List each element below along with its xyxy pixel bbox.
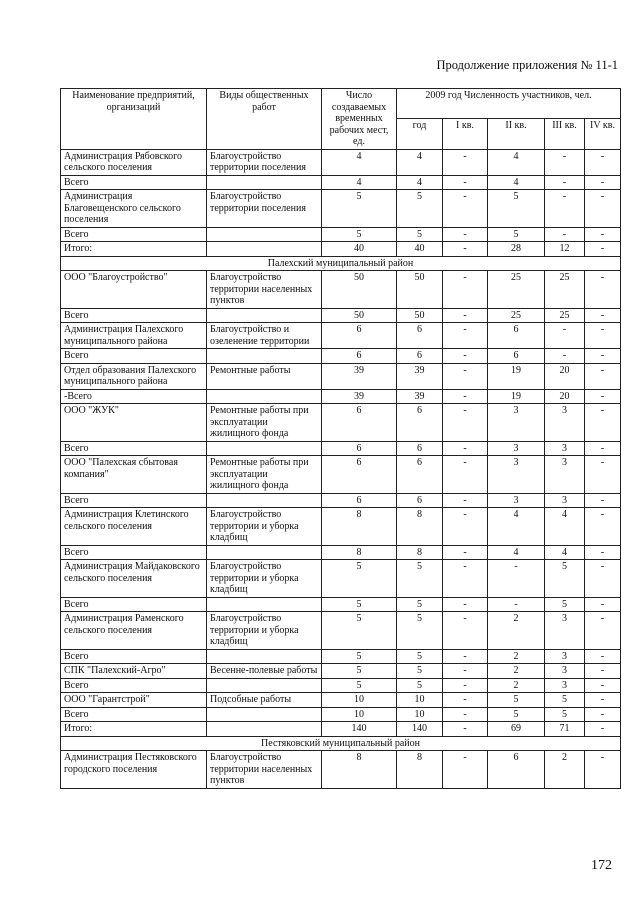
cell-q2: 19 (488, 389, 545, 404)
cell-q3: 5 (545, 560, 585, 598)
cell-jobs: 5 (322, 560, 397, 598)
cell-q1: - (443, 175, 488, 190)
col-header-jobs: Число создаваемых временных рабочих мест, ед. (322, 89, 397, 150)
section-title: Пестяковский муниципальный район (61, 736, 621, 751)
cell-jobs: 6 (322, 441, 397, 456)
col-header-group: 2009 год Численность участников, чел. (397, 89, 621, 119)
cell-org: Итого: (61, 722, 207, 737)
cell-q4: - (585, 693, 621, 708)
cell-year: 4 (397, 175, 443, 190)
table-row (61, 404, 621, 442)
cell-work (207, 707, 322, 722)
cell-q3: - (545, 323, 585, 349)
cell-q4: - (585, 493, 621, 508)
cell-jobs: 5 (322, 190, 397, 228)
cell-q4: - (585, 560, 621, 598)
cell-year: 5 (397, 664, 443, 679)
cell-q2: 5 (488, 693, 545, 708)
cell-year: 5 (397, 560, 443, 598)
table-row (61, 751, 621, 789)
cell-q1: - (443, 597, 488, 612)
cell-jobs: 8 (322, 508, 397, 546)
cell-q3: 5 (545, 597, 585, 612)
cell-q3: - (545, 227, 585, 242)
table-row (61, 227, 621, 242)
cell-q3: 12 (545, 242, 585, 257)
table-row (61, 389, 621, 404)
cell-q4: - (585, 612, 621, 650)
cell-q1: - (443, 349, 488, 364)
cell-q3: - (545, 190, 585, 228)
cell-jobs: 6 (322, 456, 397, 494)
table-row (61, 664, 621, 679)
cell-org: Всего (61, 649, 207, 664)
cell-org: Всего (61, 175, 207, 190)
col-header-q4: IV кв. (585, 119, 621, 149)
cell-year: 6 (397, 441, 443, 456)
cell-work (207, 349, 322, 364)
cell-q3: 3 (545, 493, 585, 508)
cell-q3: - (545, 149, 585, 175)
table-row (61, 493, 621, 508)
cell-q3: 5 (545, 707, 585, 722)
cell-q4: - (585, 597, 621, 612)
cell-q4: - (585, 227, 621, 242)
cell-year: 5 (397, 190, 443, 228)
cell-org: Итого: (61, 242, 207, 257)
cell-q1: - (443, 722, 488, 737)
cell-q3: 2 (545, 751, 585, 789)
cell-year: 10 (397, 693, 443, 708)
cell-q1: - (443, 190, 488, 228)
cell-work (207, 545, 322, 560)
cell-org: ООО "Гарантстрой" (61, 693, 207, 708)
cell-q1: - (443, 227, 488, 242)
cell-q1: - (443, 560, 488, 598)
cell-org: Администрация Клетинского сельского поселения (61, 508, 207, 546)
col-header-q3: III кв. (545, 119, 585, 149)
cell-q4: - (585, 545, 621, 560)
cell-year: 5 (397, 612, 443, 650)
cell-q4: - (585, 404, 621, 442)
table-row (61, 560, 621, 598)
cell-q4: - (585, 175, 621, 190)
cell-org: Всего (61, 545, 207, 560)
cell-q2: 4 (488, 149, 545, 175)
page-number: 172 (591, 858, 612, 873)
cell-org: ООО "Благоустройство" (61, 271, 207, 309)
cell-jobs: 5 (322, 649, 397, 664)
cell-jobs: 50 (322, 271, 397, 309)
cell-work: Весенне-полевые работы (207, 664, 322, 679)
cell-work (207, 389, 322, 404)
cell-jobs: 4 (322, 149, 397, 175)
cell-work: Благоустройство территории поселения (207, 149, 322, 175)
cell-jobs: 4 (322, 175, 397, 190)
cell-q2: 3 (488, 404, 545, 442)
cell-year: 50 (397, 271, 443, 309)
cell-q4: - (585, 664, 621, 679)
cell-q2: 19 (488, 363, 545, 389)
cell-year: 4 (397, 149, 443, 175)
cell-work: Ремонтные работы при эксплуатации жилищного фонда (207, 404, 322, 442)
cell-year: 40 (397, 242, 443, 257)
cell-work (207, 242, 322, 257)
cell-org: Администрация Пестяковского городского поселения (61, 751, 207, 789)
cell-jobs: 8 (322, 751, 397, 789)
cell-q3: 3 (545, 441, 585, 456)
cell-year: 6 (397, 456, 443, 494)
cell-org: ООО "Палехская сбытовая компания" (61, 456, 207, 494)
table-row (61, 441, 621, 456)
cell-jobs: 10 (322, 693, 397, 708)
cell-q4: - (585, 363, 621, 389)
cell-q2: 6 (488, 349, 545, 364)
cell-org: Отдел образования Палехского муниципального района (61, 363, 207, 389)
cell-work (207, 722, 322, 737)
cell-year: 5 (397, 597, 443, 612)
cell-jobs: 50 (322, 308, 397, 323)
cell-q1: - (443, 664, 488, 679)
col-header-q2: II кв. (488, 119, 545, 149)
cell-year: 8 (397, 545, 443, 560)
cell-org: Администрация Рябовского сельского поселения (61, 149, 207, 175)
section-row (61, 256, 621, 271)
cell-org: Всего (61, 707, 207, 722)
cell-work (207, 175, 322, 190)
table-row (61, 323, 621, 349)
cell-jobs: 5 (322, 227, 397, 242)
cell-q4: - (585, 323, 621, 349)
table-row (61, 649, 621, 664)
cell-q1: - (443, 493, 488, 508)
cell-work: Благоустройство территории населенных пунктов (207, 751, 322, 789)
cell-work (207, 441, 322, 456)
cell-jobs: 5 (322, 612, 397, 650)
section-title: Палехский муниципальный район (61, 256, 621, 271)
cell-year: 8 (397, 508, 443, 546)
cell-work: Ремонтные работы при эксплуатации жилищного фонда (207, 456, 322, 494)
cell-q3: 3 (545, 612, 585, 650)
cell-org: Администрация Палехского муниципального района (61, 323, 207, 349)
cell-q2: - (488, 560, 545, 598)
cell-jobs: 6 (322, 323, 397, 349)
cell-q3: 20 (545, 389, 585, 404)
cell-q1: - (443, 678, 488, 693)
table-row (61, 149, 621, 175)
cell-q4: - (585, 349, 621, 364)
cell-q2: 6 (488, 751, 545, 789)
section-row (61, 736, 621, 751)
cell-q3: 25 (545, 308, 585, 323)
cell-q1: - (443, 441, 488, 456)
cell-work: Благоустройство и озеленение территории (207, 323, 322, 349)
cell-q4: - (585, 678, 621, 693)
table-row (61, 508, 621, 546)
table-row (61, 678, 621, 693)
cell-q2: 25 (488, 271, 545, 309)
cell-q1: - (443, 456, 488, 494)
cell-org: СПК "Палехский-Агро" (61, 664, 207, 679)
cell-jobs: 140 (322, 722, 397, 737)
cell-q4: - (585, 308, 621, 323)
cell-q1: - (443, 649, 488, 664)
col-header-year: год (397, 119, 443, 149)
cell-org: Администрация Раменского сельского поселения (61, 612, 207, 650)
cell-jobs: 6 (322, 404, 397, 442)
cell-q4: - (585, 441, 621, 456)
cell-org: -Всего (61, 389, 207, 404)
cell-q1: - (443, 271, 488, 309)
cell-year: 5 (397, 649, 443, 664)
cell-q2: 4 (488, 175, 545, 190)
cell-year: 8 (397, 751, 443, 789)
cell-work (207, 493, 322, 508)
cell-year: 50 (397, 308, 443, 323)
cell-q3: 71 (545, 722, 585, 737)
table-row (61, 722, 621, 737)
cell-q4: - (585, 722, 621, 737)
table-row (61, 242, 621, 257)
cell-q2: 28 (488, 242, 545, 257)
cell-q2: 2 (488, 678, 545, 693)
cell-work: Благоустройство территории и уборка кладбищ (207, 612, 322, 650)
table-row (61, 693, 621, 708)
cell-q3: 3 (545, 664, 585, 679)
table-row (61, 363, 621, 389)
cell-org: Всего (61, 678, 207, 693)
cell-org: Администрация Майдаковского сельского поселения (61, 560, 207, 598)
cell-org: Всего (61, 227, 207, 242)
cell-q2: 3 (488, 493, 545, 508)
cell-year: 5 (397, 678, 443, 693)
cell-year: 6 (397, 323, 443, 349)
cell-q2: 5 (488, 227, 545, 242)
cell-q1: - (443, 242, 488, 257)
cell-work: Благоустройство территории поселения (207, 190, 322, 228)
cell-jobs: 5 (322, 664, 397, 679)
cell-q3: - (545, 349, 585, 364)
cell-q1: - (443, 612, 488, 650)
cell-q1: - (443, 149, 488, 175)
cell-q3: - (545, 175, 585, 190)
table-row (61, 349, 621, 364)
cell-org: Всего (61, 441, 207, 456)
cell-work: Ремонтные работы (207, 363, 322, 389)
cell-q1: - (443, 308, 488, 323)
cell-work (207, 597, 322, 612)
cell-work: Подсобные работы (207, 693, 322, 708)
cell-work (207, 649, 322, 664)
table-row (61, 271, 621, 309)
cell-org: Всего (61, 349, 207, 364)
cell-q4: - (585, 751, 621, 789)
cell-org: Всего (61, 308, 207, 323)
cell-year: 6 (397, 493, 443, 508)
cell-q4: - (585, 389, 621, 404)
cell-q2: 4 (488, 545, 545, 560)
cell-q2: 5 (488, 190, 545, 228)
cell-q1: - (443, 751, 488, 789)
participants-table (60, 88, 621, 789)
cell-work: Благоустройство территории и уборка кладбищ (207, 560, 322, 598)
cell-jobs: 39 (322, 363, 397, 389)
cell-q1: - (443, 404, 488, 442)
cell-q2: 3 (488, 441, 545, 456)
table-row (61, 545, 621, 560)
cell-year: 39 (397, 389, 443, 404)
cell-year: 5 (397, 227, 443, 242)
cell-org: Администрация Благовещенского сельского поселения (61, 190, 207, 228)
cell-year: 6 (397, 404, 443, 442)
cell-org: Всего (61, 493, 207, 508)
cell-q2: 3 (488, 456, 545, 494)
col-header-q1: I кв. (443, 119, 488, 149)
cell-q4: - (585, 271, 621, 309)
cell-q3: 3 (545, 649, 585, 664)
cell-q3: 5 (545, 693, 585, 708)
cell-q1: - (443, 545, 488, 560)
cell-q2: - (488, 597, 545, 612)
cell-org: ООО "ЖУК" (61, 404, 207, 442)
table-row (61, 190, 621, 228)
cell-q1: - (443, 693, 488, 708)
cell-q4: - (585, 190, 621, 228)
cell-work (207, 227, 322, 242)
cell-jobs: 8 (322, 545, 397, 560)
cell-work (207, 308, 322, 323)
cell-year: 140 (397, 722, 443, 737)
cell-work (207, 678, 322, 693)
col-header-org: Наименование предприятий, организаций (61, 89, 207, 150)
cell-q1: - (443, 707, 488, 722)
cell-q2: 4 (488, 508, 545, 546)
cell-q3: 25 (545, 271, 585, 309)
cell-jobs: 5 (322, 678, 397, 693)
cell-q2: 6 (488, 323, 545, 349)
cell-q3: 4 (545, 508, 585, 546)
cell-jobs: 6 (322, 493, 397, 508)
table-row (61, 707, 621, 722)
cell-year: 10 (397, 707, 443, 722)
cell-q1: - (443, 323, 488, 349)
cell-q2: 2 (488, 649, 545, 664)
cell-q4: - (585, 649, 621, 664)
cell-q4: - (585, 508, 621, 546)
cell-q4: - (585, 242, 621, 257)
cell-q2: 2 (488, 612, 545, 650)
col-header-work: Виды общественных работ (207, 89, 322, 150)
cell-q1: - (443, 508, 488, 546)
cell-q2: 69 (488, 722, 545, 737)
cell-work: Благоустройство территории и уборка кладбищ (207, 508, 322, 546)
table-row (61, 597, 621, 612)
cell-jobs: 39 (322, 389, 397, 404)
cell-work: Благоустройство территории населенных пунктов (207, 271, 322, 309)
table-row (61, 175, 621, 190)
cell-jobs: 5 (322, 597, 397, 612)
cell-q2: 5 (488, 707, 545, 722)
cell-q1: - (443, 389, 488, 404)
cell-q3: 4 (545, 545, 585, 560)
cell-jobs: 40 (322, 242, 397, 257)
table-row (61, 612, 621, 650)
cell-year: 39 (397, 363, 443, 389)
cell-org: Всего (61, 597, 207, 612)
cell-jobs: 10 (322, 707, 397, 722)
cell-q2: 2 (488, 664, 545, 679)
cell-q1: - (443, 363, 488, 389)
cell-q4: - (585, 707, 621, 722)
table-row (61, 308, 621, 323)
cell-q2: 25 (488, 308, 545, 323)
cell-q4: - (585, 149, 621, 175)
cell-q4: - (585, 456, 621, 494)
cell-q3: 20 (545, 363, 585, 389)
cell-q3: 3 (545, 404, 585, 442)
cell-jobs: 6 (322, 349, 397, 364)
cell-q3: 3 (545, 678, 585, 693)
cell-q3: 3 (545, 456, 585, 494)
cell-year: 6 (397, 349, 443, 364)
table-body (61, 149, 621, 788)
table-row (61, 456, 621, 494)
page-header: Продолжение приложения № 11-1 (436, 58, 618, 72)
